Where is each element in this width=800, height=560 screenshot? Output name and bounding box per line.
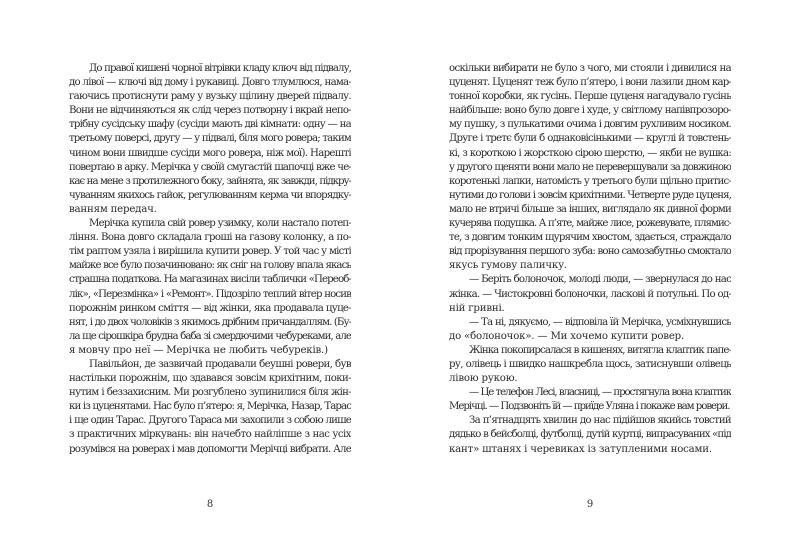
- text-line: лік», «Перезмінка» і «Ремонт». Підозріло теплий вітер носив: [69, 288, 351, 300]
- text-line: з практичних міркувань: він начебто найліпше з нас усіх: [69, 429, 351, 441]
- text-line: від прорізування першого зуба: воно самозабутньо смоктало: [449, 246, 731, 258]
- text-line: повертаю в арку. Мерічка у своїй смугастій шапочці вже че-: [69, 161, 351, 173]
- left-page-number: 8: [206, 499, 214, 510]
- text-line: кі, з короткою і жорсткою сірою шерстю, — якби не вушка:: [449, 147, 731, 159]
- text-line: настільки порожнім, що здавався зовсім крихітним, поки-: [69, 373, 351, 385]
- text-line: ління. Вона довго складала гроші на газову колонку, а по-: [69, 232, 351, 244]
- text-line: третьому поверсі, другу — у підвалі, біля мого ровера; таким: [69, 133, 351, 145]
- left-page-text: [69, 62, 351, 457]
- text-line: нутим і беззахисним. Ми розгублено зупинилися біля жін-: [69, 387, 351, 399]
- text-line: оскільки вибирати не було з чого, ми стояли і дивилися на: [449, 63, 731, 74]
- text-line: і ще один Тарас. Другого Тараса ми захопили з собою лише: [69, 415, 351, 427]
- text-line: нутими до голови і зовсім крихітними. Четверте руде цуценя,: [449, 189, 731, 201]
- text-line: розумівся на роверах і мав допомогти Мерічці вибрати. Але: [69, 443, 351, 455]
- text-line: дядько в бейсболці, футболці, дутій куртці, випрасуваних «під: [449, 429, 731, 441]
- text-line: Жінка покопирсалася в кишенях, витягла клаптик папе-: [469, 344, 731, 356]
- text-line: нят, і до двох чоловіків з якимось дрібним причандаллям. (Бу-: [69, 316, 351, 328]
- text-line: до «болоночок». — Ми хочемо купити ровер.: [449, 330, 685, 342]
- text-line: порожнім ринком сміття — від жінки, яка продавала цуце-: [69, 302, 351, 314]
- text-line: трібну сусідську шафу (сусіди мають дві кімнати: одну — на: [69, 119, 351, 131]
- text-line: гаючись протиснути раму у вузьку щілину дверей підвалу.: [69, 91, 351, 103]
- text-line: чином вони швидше сусіди мого ровера, ніж мої). Нарешті: [69, 147, 351, 159]
- right-page-text: [449, 62, 731, 457]
- text-line: ру, олівець і швидко нашкребла щось, затиснувши олівець: [449, 358, 731, 370]
- text-line: якусь гумову паличку.: [449, 260, 567, 272]
- text-line: — Беріть болоночок, молоді люди, — звернулася до нас: [469, 274, 731, 286]
- text-line: ванням передач.: [69, 203, 157, 215]
- text-line: кучерява подушка. А п’яте, майже лисе, рожевувате, плямис-: [449, 218, 731, 230]
- text-line: кає на мене з протилежного боку, зайнята, як завжди, підкру-: [69, 175, 351, 187]
- text-line: до лівої — ключі від дому і рукавиці. Довго тлумлюся, нама-: [69, 77, 351, 89]
- right-page-number: 9: [586, 499, 594, 510]
- text-line: — Це телефон Лесі, власниці, — простягнула вона клаптик: [469, 387, 731, 399]
- text-line: лівою рукою.: [449, 373, 518, 385]
- text-line: мало не втричі більше за інших, виглядало як дивної форми: [449, 203, 731, 215]
- text-line: До правої кишені чорної вітрівки кладу ключ від підвалу,: [89, 63, 351, 74]
- text-line: коротенькі лапки, натомість у третього були щільно притис-: [449, 175, 731, 187]
- text-line: жінка. — Чистокровні болоночки, ласкові й потульні. По од-: [449, 288, 731, 300]
- text-line: Павільйон, де зазвичай продавали беушні ровери, був: [89, 358, 351, 370]
- text-line: тім раптом узяла і вирішила купити ровер. У той час у місті: [69, 246, 351, 258]
- text-line: у другого щеняти вони мало не перевершували за довжиною: [449, 161, 731, 173]
- text-line: страшна податкова. На магазинах висіли таблички «Переоб-: [69, 274, 351, 286]
- text-line: ки із цуценятами. Нас було п’ятеро: я, Мерічка, Назар, Тарас: [69, 401, 351, 413]
- text-line: цуценят. Цуценят теж було п’ятеро, і вони лазили дном кар-: [449, 77, 731, 89]
- text-line: му пушку, з пулькатими очима і довгим рухливим носиком.: [449, 119, 731, 131]
- text-line: Мерічці. — Подзвоніть їй — приїде Уляна і покаже вам ровери.: [449, 401, 730, 413]
- text-line: Друге і третє були б однаковісінькими — круглі й товстень-: [449, 133, 731, 145]
- right-page: [400, 0, 800, 560]
- text-line: — Та ні, дякуємо, — відповіла їй Мерічка, усміхнувшись: [469, 316, 731, 328]
- text-line: ній гривні.: [449, 302, 505, 314]
- text-line: За п’ятнадцять хвилин до нас підійшов якийсь товстий: [469, 415, 731, 427]
- text-line: чуванням якихось гайок, регулюванням керма чи впорядку-: [69, 189, 351, 201]
- text-line: ла ще сірошкіра брудна баба зі смердючими чебуреками, але: [69, 330, 351, 342]
- text-line: я мовчу про неї — Мерічка не любить чебуреків.): [69, 344, 328, 356]
- text-line: тонної коробки, як гусінь. Перше цуценя нагадувало гусінь: [449, 91, 731, 103]
- text-line: Вони не відчиняються як слід через потворну і вкрай непо-: [69, 105, 351, 117]
- text-line: найбільше: воно було довге і худе, у світлому напівпрозоро-: [449, 105, 731, 117]
- text-line: Мерічка купила свій ровер узимку, коли настало потеп-: [89, 218, 351, 230]
- text-line: майже все було позачинювано: як сніг на голову впала якась: [69, 260, 351, 272]
- text-line: те, з довгим тонким щурячим хвостом, здається, страждало: [449, 232, 731, 244]
- text-line: кант» штанях і черевиках із затупленими носами.: [449, 443, 712, 455]
